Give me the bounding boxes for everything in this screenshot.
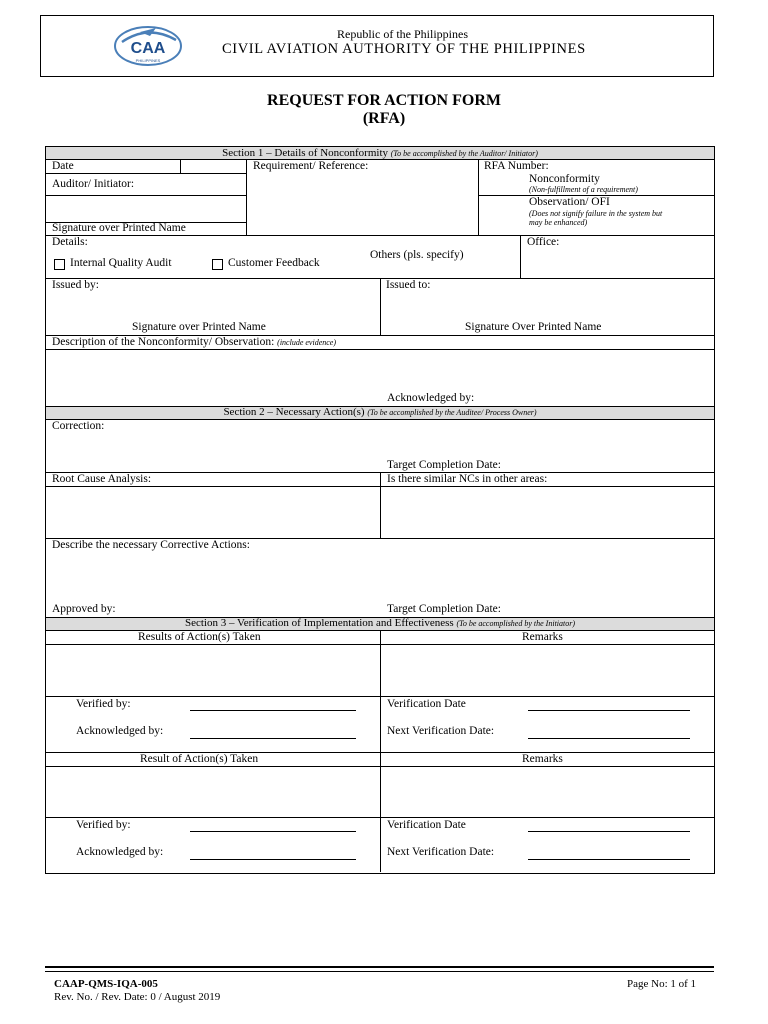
others-label: Others (pls. specify) bbox=[370, 249, 464, 261]
issued-to-label: Issued to: bbox=[386, 279, 431, 291]
issued-by-label: Issued by: bbox=[52, 279, 99, 291]
next-verification-line-1[interactable] bbox=[528, 738, 690, 739]
acknowledged-by-line-2[interactable] bbox=[190, 859, 356, 860]
nonconformity-note: (Non-fulfillment of a requirement) bbox=[529, 185, 638, 194]
results-field-2[interactable] bbox=[46, 767, 379, 816]
issued-to-field[interactable] bbox=[381, 293, 713, 319]
observation-note-1: (Does not signify failure in the system but bbox=[529, 209, 663, 218]
acknowledged-label: Acknowledged by: bbox=[387, 392, 475, 404]
acknowledged-by-line-1[interactable] bbox=[190, 738, 356, 739]
issued-by-field[interactable] bbox=[46, 293, 379, 319]
svg-text:PHILIPPINES: PHILIPPINES bbox=[135, 58, 161, 63]
customer-feedback-label: Customer Feedback bbox=[228, 257, 320, 269]
rfa-number-label: RFA Number: bbox=[484, 160, 549, 172]
svg-text:CAA: CAA bbox=[130, 40, 166, 57]
revision-info: Rev. No. / Rev. Date: 0 / August 2019 bbox=[54, 991, 221, 1003]
republic-line: Republic of the Philippines bbox=[337, 27, 468, 41]
date-field[interactable] bbox=[181, 160, 245, 172]
next-verification-line-2[interactable] bbox=[528, 859, 690, 860]
issued-by-signature-label: Signature over Printed Name bbox=[132, 321, 266, 333]
remarks-label-1: Remarks bbox=[522, 631, 563, 643]
verified-by-label-2: Verified by: bbox=[76, 819, 131, 831]
remarks-label-2: Remarks bbox=[522, 753, 563, 765]
remarks-field-1[interactable] bbox=[381, 645, 713, 695]
office-label: Office: bbox=[527, 236, 560, 248]
verification-date-line-1[interactable] bbox=[528, 710, 690, 711]
acknowledged-by-label-2: Acknowledged by: bbox=[76, 846, 164, 858]
nonconformity-checkbox[interactable] bbox=[512, 176, 521, 185]
footer-rule bbox=[45, 966, 714, 972]
similar-nc-label: Is there similar NCs in other areas: bbox=[387, 473, 548, 485]
verification-date-label-2: Verification Date bbox=[387, 819, 466, 831]
observation-label: Observation/ OFI bbox=[529, 196, 610, 208]
next-verification-label-2: Next Verification Date: bbox=[387, 846, 495, 858]
correction-label: Correction: bbox=[52, 420, 105, 432]
results-label-2: Result of Action(s) Taken bbox=[140, 753, 259, 765]
nonconformity-label: Nonconformity bbox=[529, 173, 600, 185]
root-cause-field[interactable] bbox=[46, 487, 379, 537]
page-number: Page No: 1 of 1 bbox=[627, 978, 697, 990]
doc-code: CAAP-QMS-IQA-005 bbox=[54, 978, 158, 990]
next-verification-label-1: Next Verification Date: bbox=[387, 725, 495, 737]
corrective-actions-label: Describe the necessary Corrective Actions: bbox=[52, 539, 250, 551]
caa-logo bbox=[110, 22, 186, 68]
root-cause-label: Root Cause Analysis: bbox=[52, 473, 152, 485]
target-date-label-1: Target Completion Date: bbox=[387, 459, 501, 471]
agency-name: CIVIL AVIATION AUTHORITY OF THE PHILIPPINES bbox=[222, 41, 586, 57]
signature-label: Signature over Printed Name bbox=[52, 222, 186, 234]
correction-field[interactable] bbox=[46, 434, 713, 458]
approved-by-label: Approved by: bbox=[52, 603, 116, 615]
requirement-field[interactable] bbox=[247, 174, 477, 234]
details-label: Details: bbox=[52, 236, 88, 248]
remarks-field-2[interactable] bbox=[381, 767, 713, 816]
verification-date-label-1: Verification Date bbox=[387, 698, 466, 710]
section1-title: Section 1 – Details of Nonconformity (To be accomplished by the Auditor/ Initiator) bbox=[222, 147, 538, 159]
form-subtitle: (RFA) bbox=[362, 110, 406, 127]
results-field-1[interactable] bbox=[46, 645, 379, 695]
section2-title: Section 2 – Necessary Action(s) (To be accomplished by the Auditee/ Process Owner) bbox=[223, 406, 537, 418]
customer-feedback-checkbox[interactable] bbox=[212, 259, 223, 270]
results-label-1: Results of Action(s) Taken bbox=[138, 631, 261, 643]
form-title: REQUEST FOR ACTION FORM bbox=[267, 92, 501, 109]
issued-to-signature-label: Signature Over Printed Name bbox=[465, 321, 602, 333]
verification-date-line-2[interactable] bbox=[528, 831, 690, 832]
auditor-label: Auditor/ Initiator: bbox=[52, 178, 135, 190]
acknowledged-by-label-1: Acknowledged by: bbox=[76, 725, 164, 737]
similar-nc-field[interactable] bbox=[381, 487, 713, 537]
internal-audit-label: Internal Quality Audit bbox=[70, 257, 172, 269]
verified-by-line-1[interactable] bbox=[190, 710, 356, 711]
description-label: Description of the Nonconformity/ Observation: (include evidence) bbox=[52, 336, 337, 348]
observation-note-2: may be enhanced) bbox=[529, 218, 588, 227]
section3-title: Section 3 – Verification of Implementation and Effectiveness (To be accomplished by the Initiator) bbox=[184, 617, 576, 629]
observation-checkbox[interactable] bbox=[512, 199, 521, 208]
requirement-label: Requirement/ Reference: bbox=[253, 160, 369, 172]
date-label: Date bbox=[52, 160, 74, 172]
verified-by-line-2[interactable] bbox=[190, 831, 356, 832]
office-field[interactable] bbox=[521, 250, 713, 277]
verified-by-label-1: Verified by: bbox=[76, 698, 131, 710]
auditor-field[interactable] bbox=[46, 196, 245, 221]
corrective-actions-field[interactable] bbox=[46, 553, 713, 601]
description-field[interactable] bbox=[46, 350, 713, 390]
target-date-label-2: Target Completion Date: bbox=[387, 603, 501, 615]
internal-audit-checkbox[interactable] bbox=[54, 259, 65, 270]
